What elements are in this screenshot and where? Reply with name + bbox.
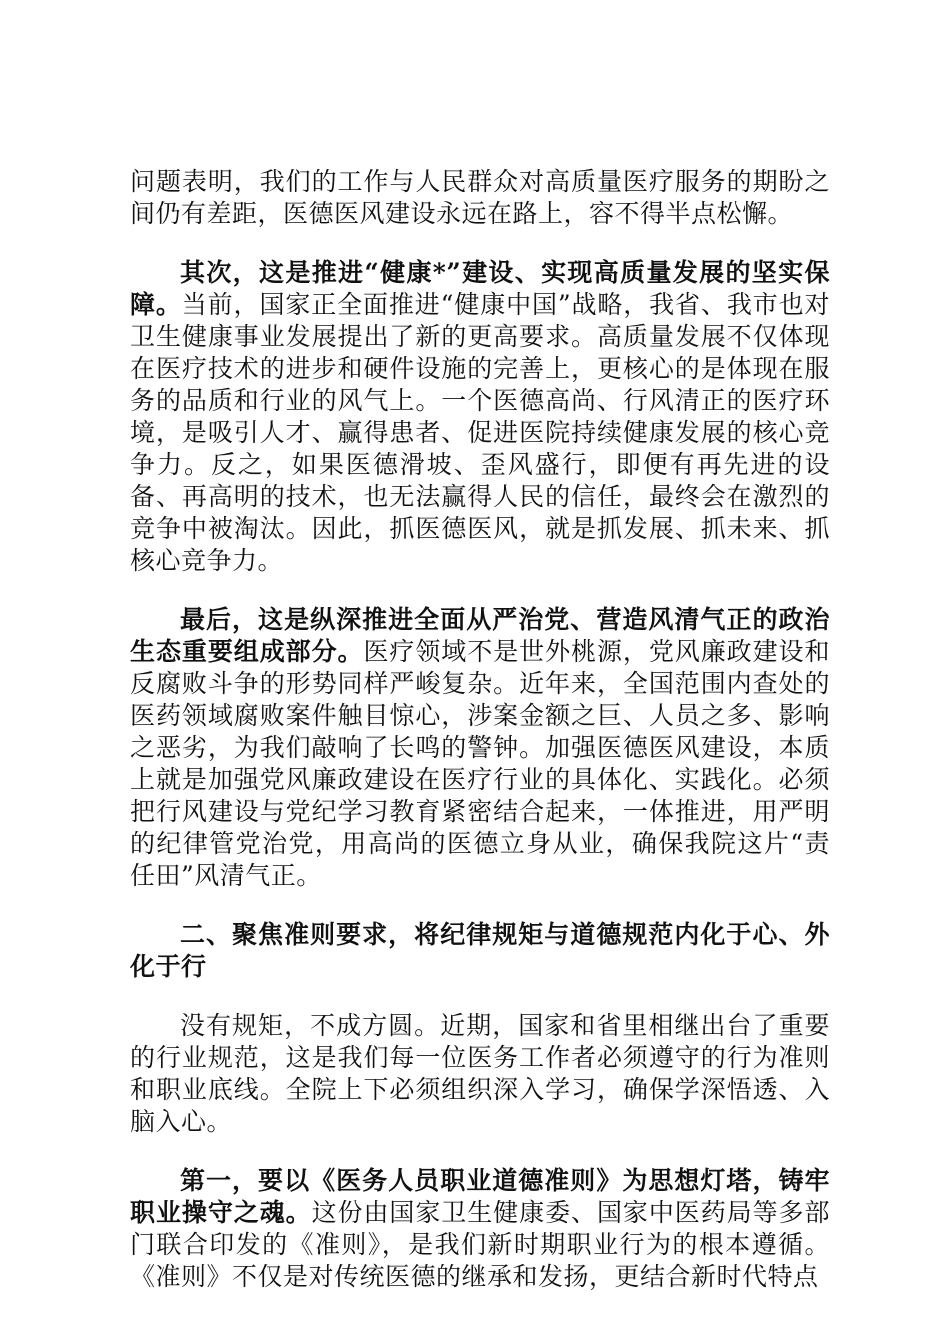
paragraph-text: 问题表明，我们的工作与人民群众对高质量医疗服务的期盼之间仍有差距，医德医风建设永远在路上，容不得半点松懈。 <box>130 167 830 228</box>
paragraph-text: 医疗领域不是世外桃源，党风廉政建设和反腐败斗争的形势同样严峻复杂。近年来，全国范围内查处的医药领域腐败案件触目惊心，涉案金额之巨、人员之多、影响之恶劣，为我们敲响了长鸣的警钟。加强医德医风建设，本质上就是加强党风廉政建设在医疗行业的具体化、实践化。必须把行风建设与党纪学习教育紧密结合起来，一体推进，用严明的纪律管党治党，用高尚的医德立身从业，确保我院这片“责任田”风清气正。 <box>130 637 830 890</box>
paragraph-lead: 其次，这是推进“健康*”建设、实现高质量发展的坚实保障。 <box>130 258 830 319</box>
section-heading: 二、聚焦准则要求，将纪律规矩与道德规范内化于心、外化于行 <box>130 920 830 981</box>
paragraph-lead: 第一，要以《医务人员职业道德准则》为思想灯塔，铸牢职业操守之魂。 <box>130 1166 830 1227</box>
paragraph-last-point <box>130 604 830 892</box>
paragraph-lead: 最后，这是纵深推进全面从严治党、营造风清气正的政治生态重要组成部分。 <box>130 605 830 666</box>
paragraph-text: 没有规矩，不成方圆。近期，国家和省里相继出台了重要的行业规范，这是我们每一位医务工作者必须遵守的行为准则和职业底线。全院上下必须组织深入学习，确保学深悟透、入脑入心。 <box>130 1011 830 1136</box>
paragraph-second-point <box>130 257 830 577</box>
paragraph-intro <box>130 1010 830 1138</box>
paragraph-continuation <box>130 166 830 230</box>
paragraph-text: 这份由国家卫生健康委、国家中医药局等多部门联合印发的《准则》，是我们新时期职业行为的根本遵循。《准则》不仅是对传统医德的继承和发扬，更结合新时代特点 <box>130 1198 830 1291</box>
paragraph-text: 当前，国家正全面推进“健康中国”战略，我省、我市也对卫生健康事业发展提出了新的更高要求。高质量发展不仅体现在医疗技术的进步和硬件设施的完善上，更核心的是体现在服务的品质和行业的风气上。一个医德高尚、行风清正的医疗环境，是吸引人才、赢得患者、促进医院持续健康发展的核心竞争力。反之，如果医德滑坡、歪风盛行，即便有再先进的设备、再高明的技术，也无法赢得人民的信任，最终会在激烈的竞争中被淘汰。因此，抓医德医风，就是抓发展、抓未来、抓核心竞争力。 <box>130 290 830 575</box>
paragraph-first-requirement <box>130 1165 830 1293</box>
document-body <box>130 166 830 1320</box>
